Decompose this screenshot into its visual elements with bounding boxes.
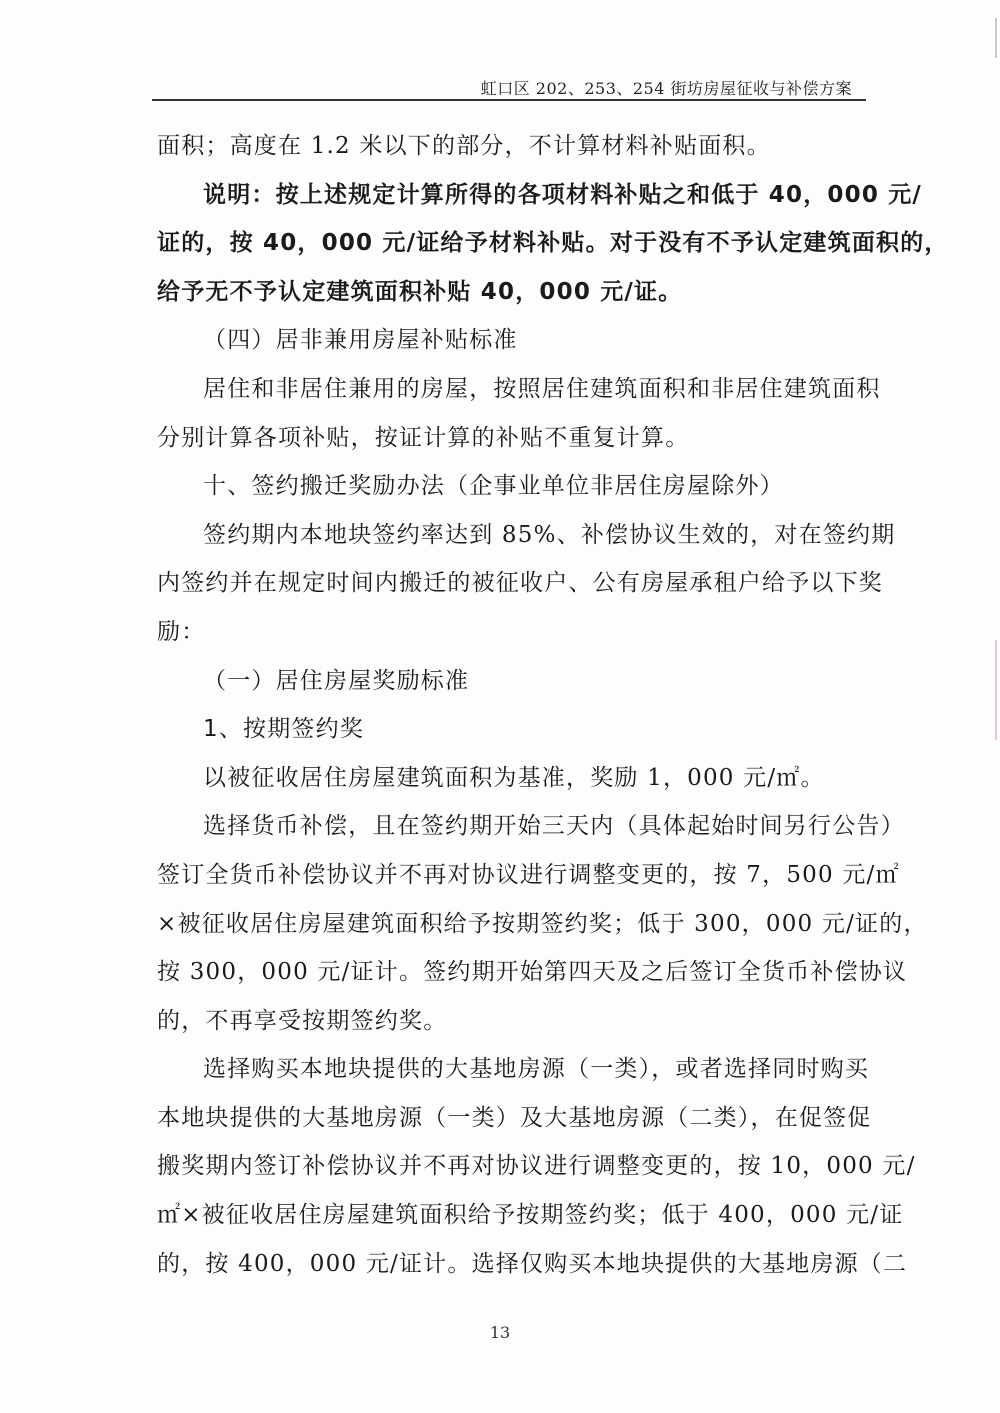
page-number: 13: [489, 1323, 511, 1342]
body-line: ㎡×被征收居住房屋建筑面积给予按期签约奖；低于 400，000 元/证: [157, 1202, 904, 1229]
section-heading: （一）居住房屋奖励标准: [203, 667, 470, 694]
section-heading: （四）居非兼用房屋补贴标准: [203, 327, 518, 354]
running-header: 虹口区 202、253、254 街坊房屋征收与补偿方案: [480, 79, 852, 98]
body-line: 按 300，000 元/证计。签约期开始第四天及之后签订全货币补偿协议: [157, 959, 908, 986]
header-rule: [152, 99, 866, 101]
body-line: 选择货币补偿，且在签约期开始三天内（具体起始时间另行公告）: [203, 813, 905, 840]
body-line: 的，按 400，000 元/证计。选择仅购买本地块提供的大基地房源（二: [157, 1250, 908, 1277]
body-line: 本地块提供的大基地房源（一类）及大基地房源（二类），在促签促: [157, 1104, 872, 1131]
body-line: 分别计算各项补贴，按证计算的补贴不重复计算。: [157, 424, 690, 451]
body-text: [157, 122, 949, 1288]
body-line: 以被征收居住房屋建筑面积为基准，奖励 1，000 元/㎡。: [203, 764, 825, 791]
body-line: 居住和非居住兼用的房屋，按照居住建筑面积和非居住建筑面积: [203, 375, 881, 402]
chapter-heading: 十、签约搬迁奖励办法（企事业单位非居住房屋除外）: [203, 473, 784, 500]
body-line: 的，不再享受按期签约奖。: [157, 1007, 448, 1034]
body-line: 选择购买本地块提供的大基地房源（一类），或者选择同时购买: [203, 1056, 870, 1083]
body-line: 搬奖期内签订补偿协议并不再对协议进行调整变更的，按 10，000 元/: [157, 1153, 916, 1180]
body-line: 签约期内本地块签约率达到 85%、补偿协议生效的，对在签约期: [203, 521, 896, 548]
scan-edge-mark: [995, 640, 997, 740]
note-line: 证的，按 40，000 元/证给予材料补贴。对于没有不予认定建筑面积的，: [157, 230, 949, 257]
body-line: 励：: [157, 618, 206, 645]
subsection-heading: 1、按期签约奖: [203, 716, 365, 743]
body-line: ×被征收居住房屋建筑面积给予按期签约奖；低于 300，000 元/证的，: [157, 910, 928, 937]
scan-edge-mark: [995, 18, 997, 58]
body-line: 面积；高度在 1.2 米以下的部分，不计算材料补贴面积。: [157, 133, 771, 159]
body-line: 签订全货币补偿协议并不再对协议进行调整变更的，按 7，500 元/㎡: [157, 861, 900, 888]
body-line: 内签约并在规定时间内搬迁的被征收户、公有房屋承租户给予以下奖: [157, 570, 883, 597]
note-line: 给予无不予认定建筑面积补贴 40，000 元/证。: [157, 278, 683, 305]
note-line: 说明：按上述规定计算所得的各项材料补贴之和低于 40，000 元/: [203, 181, 923, 208]
